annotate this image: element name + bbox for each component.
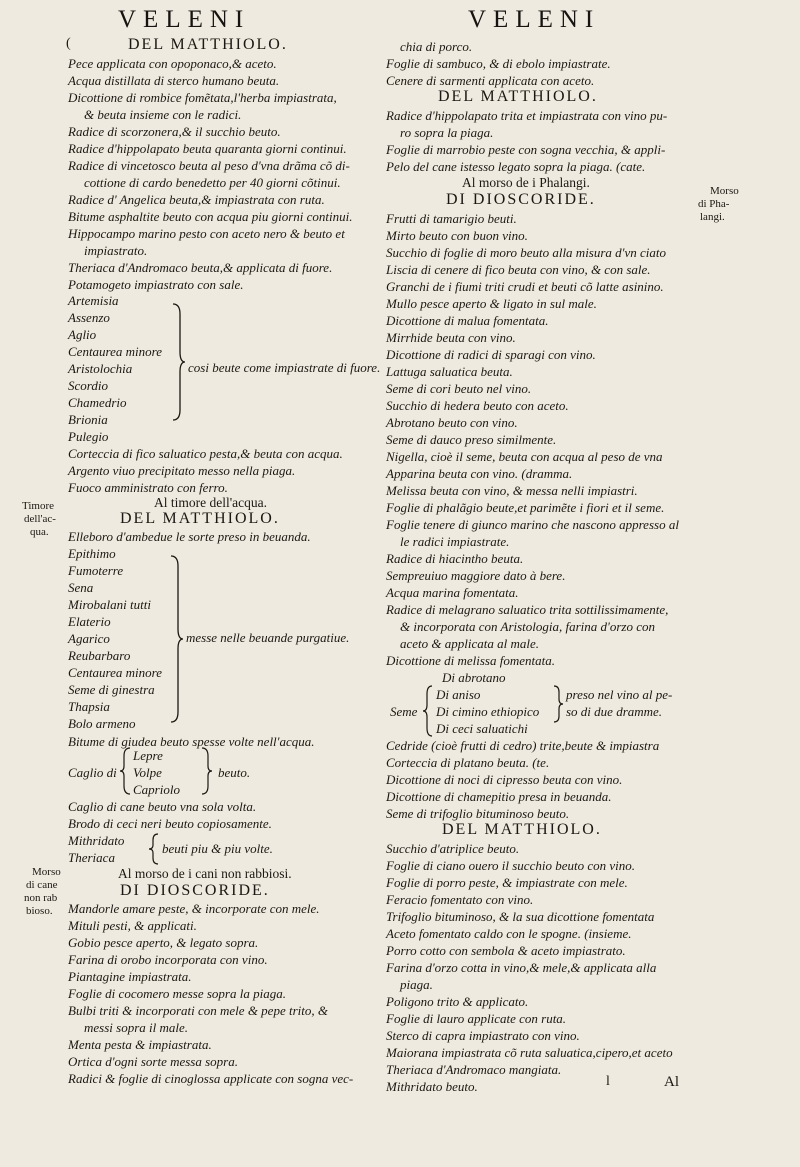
remedy-line: Corteccia di platano beuta. (te. xyxy=(386,755,550,770)
group-item: Artemisia xyxy=(68,293,119,308)
right-column xyxy=(386,36,696,1126)
remedy-line: chia di porco. xyxy=(400,39,473,54)
remedy-line: Theriaca d'Andromaco beuta,& applicata di fuore. xyxy=(68,260,333,275)
signature-mark: l xyxy=(606,1074,610,1089)
remedy-line: Succhio di foglie di moro beuto alla misura d'vn ciato xyxy=(386,245,666,260)
remedy-line: Seme di cori beuto nel vino. xyxy=(386,381,532,396)
remedy-line: Pelo del cane istesso legato sopra la piaga. (cate. xyxy=(386,159,646,174)
margin-note-line: Morso xyxy=(32,866,61,878)
remedy-line: ro sopra la piaga. xyxy=(400,125,494,140)
group-item: Volpe xyxy=(133,765,162,780)
remedy-line: Dicottione di chamepitio presa in beuanda. xyxy=(386,789,612,804)
remedy-line: Gobio pesce aperto, & legato sopra. xyxy=(68,935,259,950)
remedy-line: Menta pesta & impiastrata. xyxy=(68,1037,212,1052)
group-2-instruction: messe nelle beuande purgatiue. xyxy=(186,630,350,645)
remedy-line: Theriaca d'Andromaco mangiata. xyxy=(386,1062,562,1077)
remedy-line: Radice di scorzonera,& il succhio beuto. xyxy=(68,124,281,139)
group-item: Di aniso xyxy=(436,687,481,702)
group-item: Scordio xyxy=(68,378,108,393)
section-title-matthiolo-4: DEL MATTHIOLO. xyxy=(442,821,602,838)
running-head-left: VELENI xyxy=(118,6,251,33)
section-title-dioscoride-2: DI DIOSCORIDE. xyxy=(446,191,596,208)
remedy-line: Granchi de i fiumi triti crudi et beuti cõ latte asinino. xyxy=(386,279,664,294)
group-item: Epithimo xyxy=(68,546,116,561)
group-item: Seme di ginestra xyxy=(68,682,155,697)
catchword: Al xyxy=(664,1074,679,1090)
remedy-line: Porro cotto con sembola & aceto impiastrato. xyxy=(386,943,626,958)
remedy-line: Cenere di sarmenti applicata con aceto. xyxy=(386,73,595,88)
margin-note-line: Timore xyxy=(22,500,54,512)
remedy-line: Mithridato beuto. xyxy=(386,1079,478,1094)
margin-note-line: dell'ac- xyxy=(24,513,56,525)
remedy-line: Feracio fomentato con vino. xyxy=(386,892,534,907)
curly-brace-icon xyxy=(120,746,132,796)
remedy-line: aceto & applicata al male. xyxy=(400,636,540,651)
remedy-line: Potamogeto impiastrato con sale. xyxy=(68,277,244,292)
margin-note-line: Morso xyxy=(710,185,739,197)
remedy-line: Radice d'hippolapato trita et impiastrata con vino pu- xyxy=(386,108,668,123)
curly-brace-icon xyxy=(148,832,160,866)
remedy-line: Foglie tenere di giunco marino che nascono appresso al xyxy=(386,517,679,532)
remedy-line: Mirto beuto con buon vino. xyxy=(386,228,528,243)
group-item: Mirobalani tutti xyxy=(68,597,151,612)
remedy-line: Corteccia di fico saluatico pesta,& beuta con acqua. xyxy=(68,446,343,461)
remedy-line: & incorporata con Aristologia, farina d'orzo con xyxy=(400,619,655,634)
group-item: Elaterio xyxy=(68,614,111,629)
remedy-line: Foglie di sambuco, & di ebolo impiastrate. xyxy=(386,56,611,71)
margin-note-line: di cane xyxy=(26,879,58,891)
remedy-line: Succhio d'atriplice beuto. xyxy=(386,841,520,856)
remedy-line: cottione di cardo benedetto per 40 giorni cõtinui. xyxy=(84,175,341,190)
head-marker: ( xyxy=(66,36,71,51)
remedy-line: Brodo di ceci neri beuto copiosamente. xyxy=(68,816,272,831)
remedy-line: Foglie di cocomero messe sopra la piaga. xyxy=(68,986,286,1001)
remedy-line: piaga. xyxy=(400,977,433,992)
group-item: Chamedrio xyxy=(68,395,127,410)
remedy-line: Succhio di hedera beuto con aceto. xyxy=(386,398,569,413)
group-item: Bolo armeno xyxy=(68,716,136,731)
group-item: Thapsia xyxy=(68,699,110,714)
section-title-matthiolo-1: DEL MATTHIOLO. xyxy=(128,36,288,53)
remedy-line: Foglie di phalãgio beute,et parimẽte i fiori et il seme. xyxy=(386,500,665,515)
group-item: Di cimino ethiopico xyxy=(436,704,540,719)
remedy-line: Melissa beuta con vino, & messa nelli impiastri. xyxy=(386,483,638,498)
remedy-line: Elleboro d'ambedue le sorte preso in beuanda. xyxy=(68,529,311,544)
margin-note-line: langi. xyxy=(700,211,725,223)
remedy-line: Dicottione di rombice fomẽtata,l'herba impiastrata, xyxy=(68,90,337,105)
remedy-line: Acqua distillata di sterco humano beuta. xyxy=(68,73,280,88)
remedy-line: Seme di dauco preso similmente. xyxy=(386,432,557,447)
seme-instruction: so di due dramme. xyxy=(566,704,663,719)
remedy-line: Lattuga saluatica beuta. xyxy=(386,364,513,379)
remedy-line: Farina di orobo incorporata con vino. xyxy=(68,952,268,967)
subheading-timore: Al timore dell'acqua. xyxy=(154,495,268,510)
remedy-line: & beuta insieme con le radici. xyxy=(84,107,242,122)
remedy-line: Acqua marina fomentata. xyxy=(386,585,519,600)
running-head-right: VELENI xyxy=(468,6,601,33)
group-item: Fumoterre xyxy=(68,563,124,578)
remedy-line: Caglio di cane beuto vna sola volta. xyxy=(68,799,257,814)
remedy-line: Hippocampo marino pesto con aceto nero & beuto et xyxy=(68,226,345,241)
remedy-line: Dicottione di melissa fomentata. xyxy=(386,653,555,668)
remedy-line: Dicottione di noci di cipresso beuta con vino. xyxy=(386,772,623,787)
group-item: Capriolo xyxy=(133,782,180,797)
remedy-line: Radice di melagrano saluatico trita sottilissimamente, xyxy=(386,602,669,617)
curly-brace-icon xyxy=(552,684,564,724)
remedy-line: Poligono trito & applicato. xyxy=(386,994,529,1009)
remedy-line: Argento viuo precipitato messo nella piaga. xyxy=(68,463,296,478)
group-item: Brionia xyxy=(68,412,108,427)
remedy-line: Abrotano beuto con vino. xyxy=(386,415,518,430)
curly-brace-icon xyxy=(171,302,187,422)
seme-label: Seme xyxy=(390,704,418,719)
remedy-line: Radice di vincetosco beuta al peso d'vna drãma cõ di- xyxy=(68,158,350,173)
remedy-line: Foglie di porro peste, & impiastrate con mele. xyxy=(386,875,628,890)
remedy-line: Sterco di capra impiastrato con vino. xyxy=(386,1028,580,1043)
remedy-line: Frutti di tamarigio beuti. xyxy=(386,211,517,226)
remedy-line: Mullo pesce aperto & ligato in sul male. xyxy=(386,296,597,311)
margin-note-line: qua. xyxy=(30,526,49,538)
curly-brace-icon xyxy=(422,684,434,738)
remedy-line: Radice d'hippolapato beuta quaranta giorni continui. xyxy=(68,141,347,156)
remedy-line: Trifoglio bituminoso, & la sua dicottione fomentata xyxy=(386,909,655,924)
group-item: Aglio xyxy=(68,327,97,342)
remedy-line: Bitume asphaltite beuto con acqua piu giorni continui. xyxy=(68,209,353,224)
remedy-line: Aceto fomentato caldo con le spogne. (insieme. xyxy=(386,926,632,941)
curly-brace-icon xyxy=(200,746,212,796)
remedy-line: Foglie di ciano ouero il succhio beuto con vino. xyxy=(386,858,635,873)
remedy-line: Nigella, cioè il seme, beuta con acqua al peso de vna xyxy=(386,449,663,464)
caglio-result: beuto. xyxy=(218,765,251,780)
remedy-line: Fuoco amministrato con ferro. xyxy=(68,480,228,495)
section-title-matthiolo-2: DEL MATTHIOLO. xyxy=(120,510,280,527)
section-title-dioscoride-1: DI DIOSCORIDE. xyxy=(120,882,270,899)
group-item: Di ceci saluatichi xyxy=(436,721,528,736)
curly-brace-icon xyxy=(169,554,185,724)
remedy-line: Mirrhide beuta con vino. xyxy=(386,330,516,345)
remedy-line: Liscia di cenere di fico beuta con vino, & con sale. xyxy=(386,262,651,277)
group-1-instruction: cosi beute come impiastrate di fuore. xyxy=(188,360,381,375)
group-item: Centaurea minore xyxy=(68,665,162,680)
remedy-line: Foglie di lauro applicate con ruta. xyxy=(386,1011,567,1026)
subheading-morso-cani: Al morso de i cani non rabbiosi. xyxy=(118,866,292,881)
remedy-line: Dicottione di malua fomentata. xyxy=(386,313,549,328)
caglio-label: Caglio di xyxy=(68,765,117,780)
seme-instruction: preso nel vino al pe- xyxy=(566,687,673,702)
remedy-line: Maiorana impiastrata cõ ruta saluatica,cipero,et aceto xyxy=(386,1045,673,1060)
remedy-line: impiastrato. xyxy=(84,243,148,258)
subheading-phalangi: Al morso de i Phalangi. xyxy=(462,175,590,190)
margin-note-line: bioso. xyxy=(26,905,53,917)
group-item: Theriaca xyxy=(68,850,115,865)
group-item: Reubarbaro xyxy=(68,648,131,663)
margin-note-line: non rab xyxy=(24,892,58,904)
remedy-line: Mandorle amare peste, & incorporate con mele. xyxy=(68,901,320,916)
group-item: Sena xyxy=(68,580,94,595)
remedy-line: Radice d' Angelica beuta,& impiastrata con ruta. xyxy=(68,192,325,207)
mithridato-instruction: beuti piu & piu volte. xyxy=(162,841,273,856)
group-item: Assenzo xyxy=(68,310,110,325)
remedy-line: messi sopra il male. xyxy=(84,1020,188,1035)
remedy-line: Bitume di giudea beuto spesse volte nell'acqua. xyxy=(68,734,315,749)
group-item: Aristolochia xyxy=(68,361,133,376)
remedy-line: Seme di trifoglio bituminoso beuto. xyxy=(386,806,570,821)
remedy-line: Dicottione di radici di sparagi con vino. xyxy=(386,347,596,362)
remedy-line: Farina d'orzo cotta in vino,& mele,& applicata alla xyxy=(386,960,657,975)
remedy-line: Mituli pesti, & applicati. xyxy=(68,918,197,933)
group-item: Mithridato xyxy=(68,833,125,848)
group-item: Pulegio xyxy=(68,429,109,444)
group-item: Agarico xyxy=(68,631,110,646)
remedy-line: Radici & foglie di cinoglossa applicate con sogna vec- xyxy=(68,1071,354,1086)
remedy-line: Piantagine impiastrata. xyxy=(68,969,192,984)
remedy-line: Bulbi triti & incorporati con mele & pepe trito, & xyxy=(68,1003,328,1018)
remedy-line: Cedride (cioè frutti di cedro) trite,beute & impiastra xyxy=(386,738,660,753)
group-item: Lepre xyxy=(133,748,163,763)
remedy-line: Apparina beuta con vino. (dramma. xyxy=(386,466,573,481)
remedy-line: Pece applicata con opoponaco,& aceto. xyxy=(68,56,277,71)
section-title-matthiolo-3: DEL MATTHIOLO. xyxy=(438,88,598,105)
remedy-line: le radici impiastrate. xyxy=(400,534,510,549)
margin-note-line: di Pha- xyxy=(698,198,730,210)
group-item: Centaurea minore xyxy=(68,344,162,359)
remedy-line: Foglie di marrobio peste con sogna vecchia, & appli- xyxy=(386,142,666,157)
remedy-line: Radice di hiacintho beuta. xyxy=(386,551,524,566)
remedy-line: Sempreuiuo maggiore dato à bere. xyxy=(386,568,566,583)
left-column xyxy=(68,36,383,1126)
remedy-line: Ortica d'ogni sorte messa sopra. xyxy=(68,1054,238,1069)
group-item: Di abrotano xyxy=(442,670,506,685)
